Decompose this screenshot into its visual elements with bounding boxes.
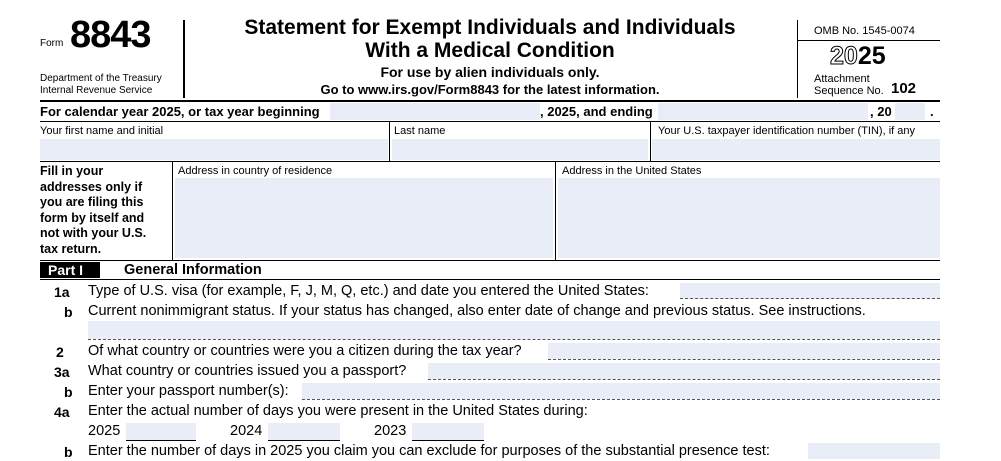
omb-divider (797, 40, 940, 41)
q2-dashed-line (548, 359, 940, 360)
q3a-passport-country-field[interactable] (428, 363, 940, 379)
address-row-rule (40, 260, 940, 261)
q1b-status-field[interactable] (88, 321, 940, 339)
address-note-line: not with your U.S. (40, 226, 147, 240)
q4b-text: Enter the number of days in 2025 you claim you can exclude for purposes of the substantial presence test: (88, 443, 770, 459)
form-prefix: Form (40, 38, 64, 49)
days-2024-field[interactable] (268, 423, 340, 440)
tax-year-begin-field[interactable] (330, 103, 540, 120)
days-year-label-1: 2025 (88, 423, 121, 439)
header-right-divider (797, 20, 798, 98)
q1a-dashed-line (680, 298, 940, 299)
tax-year-end-year-field[interactable] (895, 103, 925, 120)
attachment-label: Attachment (814, 73, 870, 85)
days-2024-underline (268, 440, 340, 441)
q1a-visa-field[interactable] (680, 283, 940, 299)
days-year-label-2: 2024 (230, 423, 263, 439)
address-note-line: Fill in your (40, 164, 104, 178)
q3a-text: What country or countries issued you a passport? (88, 363, 407, 379)
address-note-line: you are filing this (40, 195, 144, 209)
address-note-line: tax return. (40, 241, 102, 256)
last-name-field[interactable] (392, 139, 648, 160)
name-col-divider-1 (389, 122, 390, 162)
calendar-year-label: For calendar year 2025, or tax year beginning (40, 104, 320, 119)
tin-field[interactable] (652, 139, 940, 160)
q1b-number: b (64, 304, 73, 320)
residence-address-field[interactable] (175, 178, 553, 258)
tax-year-outline: 20 (830, 42, 858, 70)
calendar-year-mid: , 2025, and ending (540, 104, 653, 119)
q4a-text: Enter the actual number of days you were present in the United States during: (88, 403, 588, 419)
sequence-label: Sequence No. (814, 85, 884, 97)
days-2025-field[interactable] (126, 423, 196, 440)
q4a-number: 4a (54, 404, 70, 420)
form-title-line1: Statement for Exempt Individuals and Individuals (244, 16, 736, 39)
goto-instructions: Go to www.irs.gov/Form8843 for the latest information. (320, 82, 660, 97)
form-title-line2: With a Medical Condition (365, 39, 615, 62)
address-note-line: addresses only if (40, 179, 143, 194)
q1a-number: 1a (54, 284, 70, 300)
name-col-divider-2 (650, 122, 651, 162)
address-note-line: form by itself and (40, 210, 145, 225)
part1-title: General Information (124, 262, 262, 278)
department-line: Department of the Treasury (40, 73, 162, 84)
q3b-passport-number-field[interactable] (302, 383, 940, 399)
tin-label: Your U.S. taxpayer identification number (TIN), if any (658, 125, 915, 137)
q1a-text: Type of U.S. visa (for example, F, J, M, Q, etc.) and date you entered the United States: (88, 283, 649, 299)
part1-rule (40, 279, 940, 280)
sequence-number: 102 (891, 80, 917, 97)
q4b-excluded-days-field[interactable] (808, 443, 940, 459)
q3a-number: 3a (54, 364, 70, 380)
form-number: 8843 (70, 14, 151, 56)
address-note (40, 164, 170, 257)
days-year-label-3: 2023 (374, 423, 407, 439)
q2-number: 2 (56, 344, 64, 360)
header-bottom-rule (40, 100, 940, 102)
residence-address-label: Address in country of residence (178, 165, 333, 177)
calendar-row-rule (40, 121, 940, 122)
q1b-dashed-line (88, 339, 940, 340)
address-col-divider-2 (555, 162, 556, 260)
q1b-text: Current nonimmigrant status. If your status has changed, also enter date of change and previous status. See instructions. (88, 303, 866, 319)
q2-text: Of what country or countries were you a citizen during the tax year? (88, 343, 522, 359)
q3b-dashed-line (302, 399, 940, 400)
first-name-field[interactable] (40, 139, 388, 160)
tax-year (830, 42, 886, 71)
first-name-label: Your first name and initial (40, 125, 164, 137)
q3b-number: b (64, 384, 73, 400)
agency-line: Internal Revenue Service (40, 85, 153, 96)
tax-year-end-field[interactable] (658, 103, 868, 120)
tax-year-bold: 25 (857, 42, 886, 70)
days-2023-underline (412, 440, 484, 441)
us-address-label: Address in the United States (562, 165, 702, 177)
part1-badge-label: Part I (48, 262, 84, 278)
q3b-text: Enter your passport number(s): (88, 383, 289, 399)
calendar-year-end: , 20 (870, 104, 892, 119)
days-2025-underline (126, 440, 196, 441)
q2-citizenship-field[interactable] (548, 343, 940, 359)
q3a-dashed-line (428, 379, 940, 380)
days-2023-field[interactable] (412, 423, 484, 440)
address-col-divider-1 (172, 162, 173, 260)
omb-number: OMB No. 1545-0074 (814, 25, 915, 37)
q4b-number: b (64, 444, 73, 460)
us-address-field[interactable] (558, 178, 940, 258)
calendar-year-dot: . (930, 104, 934, 119)
last-name-label: Last name (394, 125, 446, 137)
name-row-rule (40, 161, 940, 162)
form-subtitle: For use by alien individuals only. (380, 64, 600, 80)
